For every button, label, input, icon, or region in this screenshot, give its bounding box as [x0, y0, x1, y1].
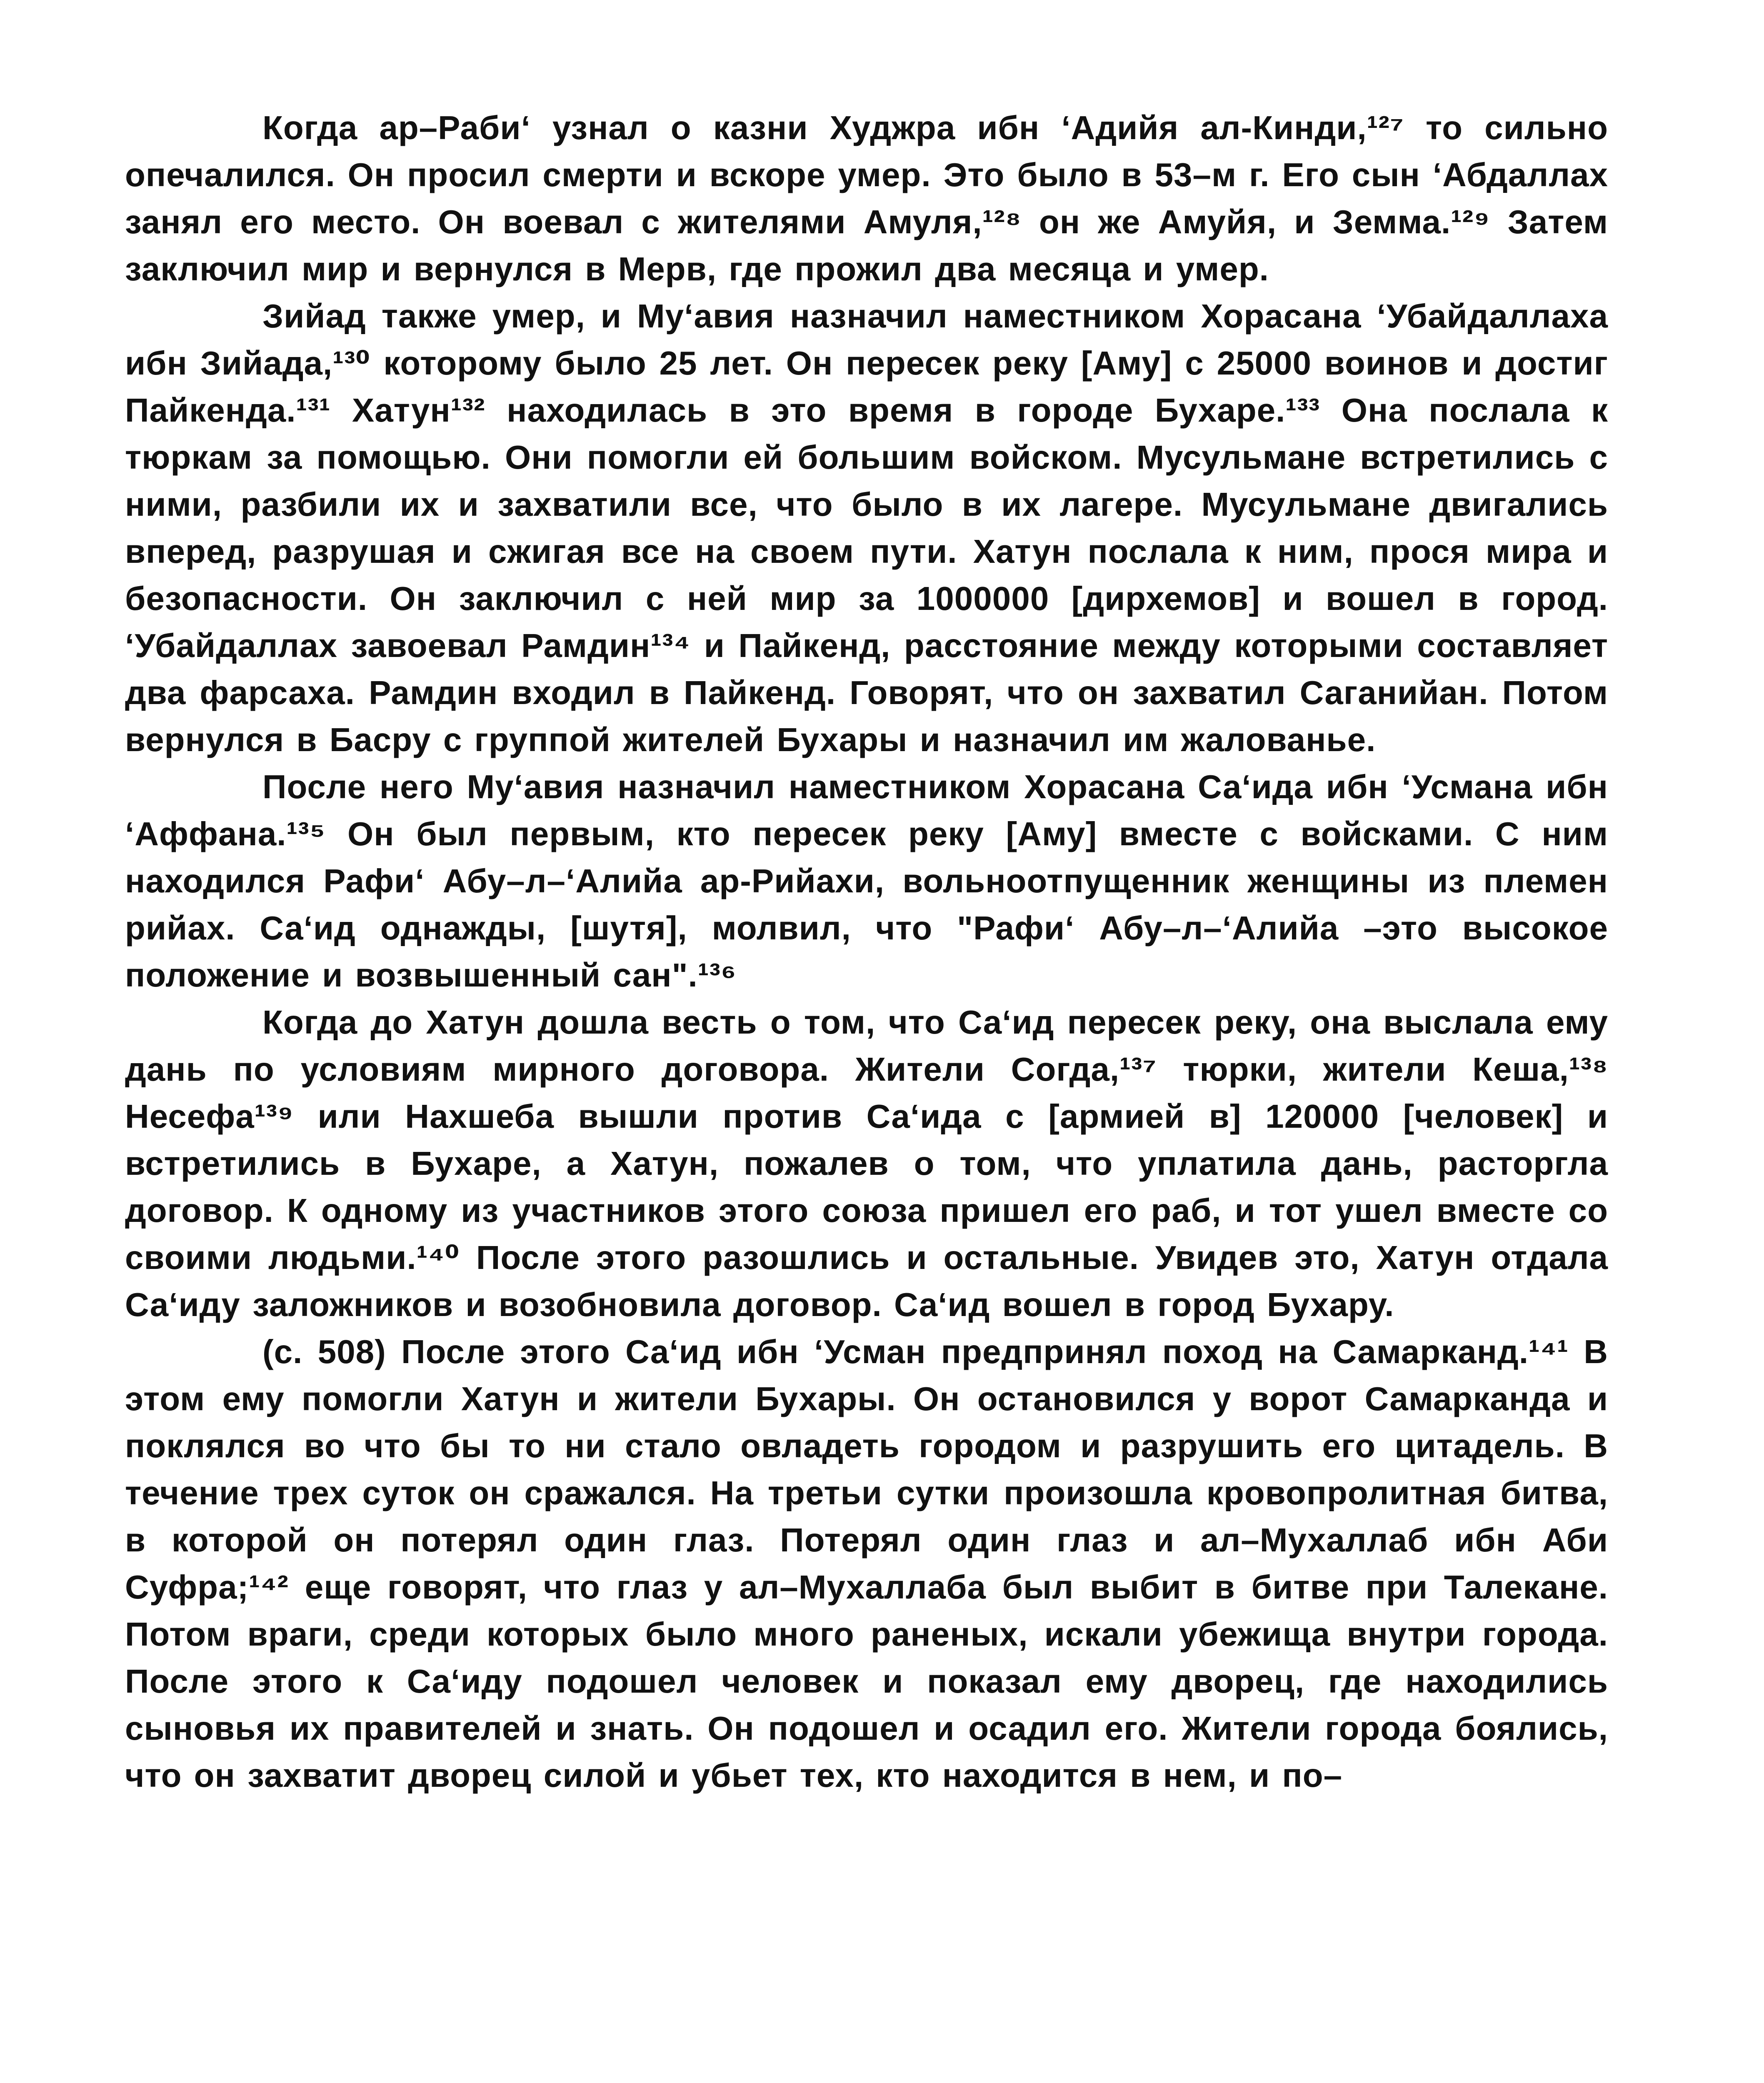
paragraph-2: Зийад также умер, и Му‘авия назначил наместником Хорасана ‘Убайдаллаха ибн Зийада,¹³⁰ которому было 25 лет. Он пересек реку [Аму] с 25000 воинов и достиг Пайкенда.¹³¹ Хатун¹³² находилась в это время в городе Бухаре.¹³³ Она послала к тюркам за помощью. Они помогли ей большим войском. Мусульмане встретились с ними, разбили их и захватили все, что было в их лагере. Мусульмане двигались вперед, разрушая и сжигая все на своем пути. Хатун послала к ним, прося мира и безопасности. Он заключил с ней мир за 1000000 [дирхемов] и вошел в город. ‘Убайдаллах завоевал Рамдин¹³⁴ и Пайкенд, расстояние между которыми составляет два фарсаха. Рамдин входил в Пайкенд. Говорят, что он захватил Саганийан. Потом вернулся в Басру с группой жителей Бухары и назначил им жалованье. — [125, 297, 1608, 758]
paragraph-3: После него Му‘авия назначил наместником Хорасана Са‘ида ибн ‘Усмана ибн ‘Аффана.¹³⁵ Он был первым, кто пересек реку [Аму] вместе с войсками. С ним находился Рафи‘ Абу–л–‘Алийа ар-Рийахи, вольноотпущенник женщины из племен рийах. Са‘ид однажды, [шутя], молвил, что "Рафи‘ Абу–л–‘Алийа –это высокое положение и возвышенный сан".¹³⁶ — [125, 768, 1608, 994]
paragraph-4: Когда до Хатун дошла весть о том, что Са‘ид пересек реку, она выслала ему дань по условиям мирного договора. Жители Согда,¹³⁷ тюрки, жители Кеша,¹³⁸ Несефа¹³⁹ или Нахшеба вышли против Са‘ида с [армией в] 120000 [человек] и встретились в Бухаре, а Хатун, пожалев о том, что уплатила дань, расторгла договор. К одному из участников этого союза пришел его раб, и тот ушел вместе со своими людьми.¹⁴⁰ После этого разошлись и остальные. Увидев это, Хатун отдала Са‘иду заложников и возобновила договор. Са‘ид вошел в город Бухару. — [125, 1004, 1608, 1323]
paragraph-5: (с. 508) После этого Са‘ид ибн ‘Усман предпринял поход на Самарканд.¹⁴¹ В этом ему помогли Хатун и жители Бухары. Он остановился у ворот Самарканда и поклялся во что бы то ни стало овладеть городом и разрушить его цитадель. В течение трех суток он сражался. На третьи сутки произошла кровопролитная битва, в которой он потерял один глаз. Потерял один глаз и ал–Мухаллаб ибн Аби Суфра;¹⁴² еще говорят, что глаз у ал–Мухаллаба был выбит в битве при Талекане. Потом враги, среди которых было много раненых, искали убежища внутри города. После этого к Са‘иду подошел человек и показал ему дворец, где находились сыновья их правителей и знать. Он подошел и осадил его. Жители города боялись, что он захватит дворец силой и убьет тех, кто находится в нем, и по– — [125, 1333, 1608, 1794]
text-body — [125, 104, 1608, 1799]
paragraph-1: Когда ар–Раби‘ узнал о казни Худжра ибн ‘Адийя ал-Кинди,¹²⁷ то сильно опечалился. Он просил смерти и вскоре умер. Это было в 53–м г. Его сын ‘Абдаллах занял его место. Он воевал с жителями Амуля,¹²⁸ он же Амуйя, и Земма.¹²⁹ Затем заключил мир и вернулся в Мерв, где прожил два месяца и умер. — [125, 109, 1608, 287]
